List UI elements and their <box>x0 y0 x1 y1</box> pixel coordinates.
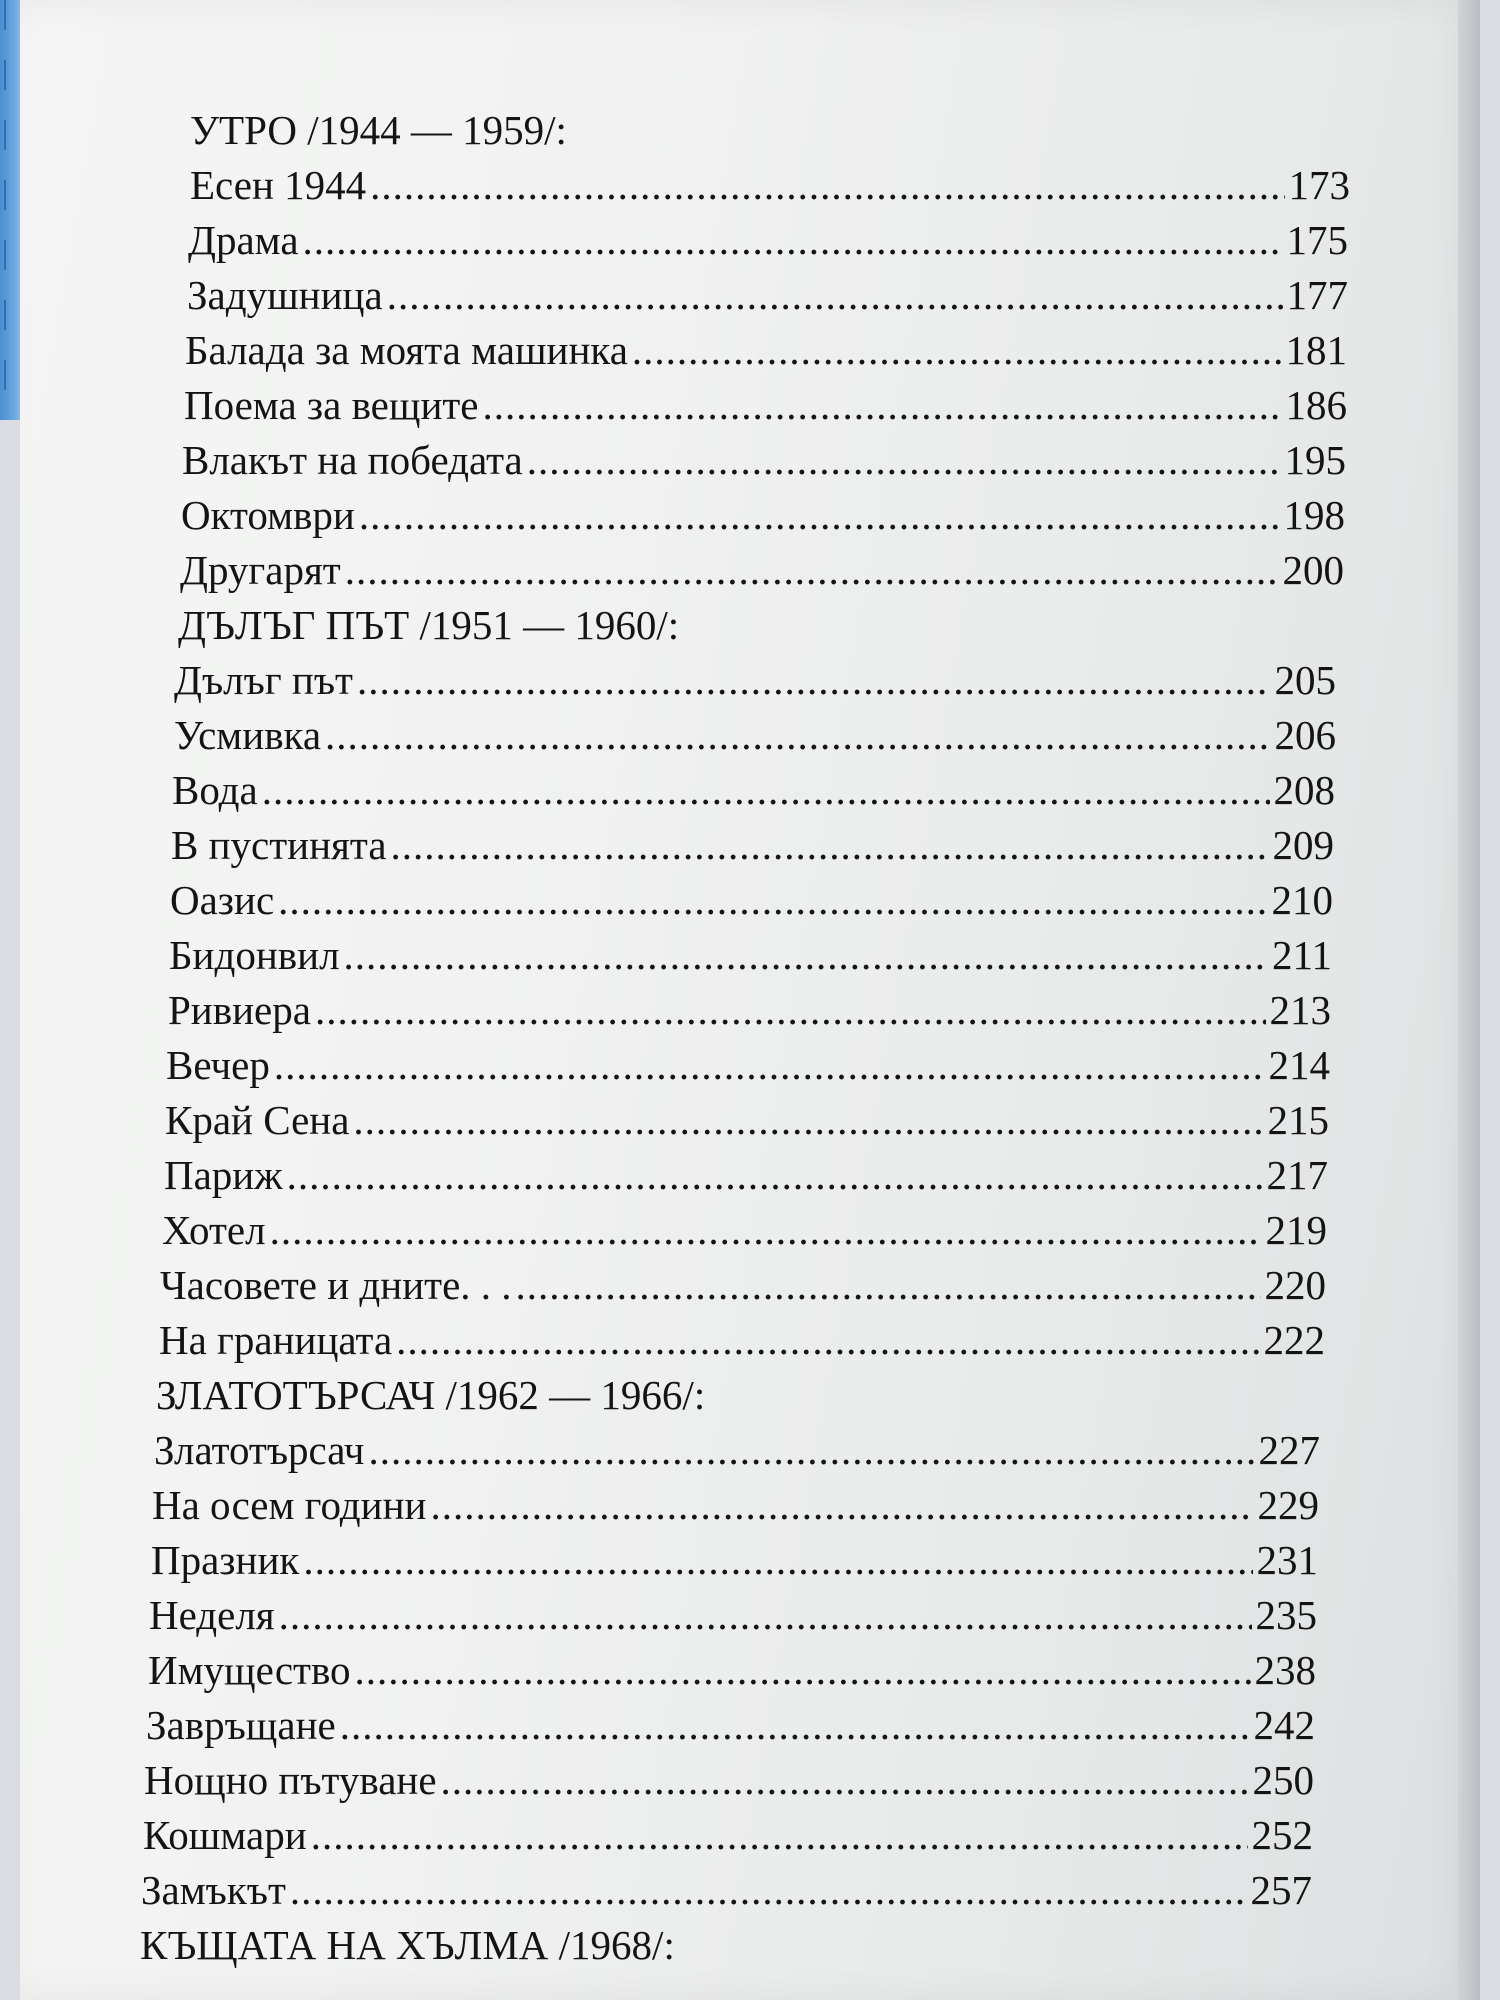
entry-page: 200 <box>1282 547 1344 593</box>
entry-page: 210 <box>1271 877 1333 923</box>
entry-title: Имущество <box>148 1647 351 1693</box>
dot-leader <box>396 1313 1259 1367</box>
toc-entry <box>184 378 1347 432</box>
entry-page: 250 <box>1252 1757 1314 1803</box>
toc-entry <box>162 1203 1327 1257</box>
entry-title: Вечер <box>166 1042 270 1088</box>
section-heading: ЗЛАТОТЪРСАЧ /1962 — 1966/: <box>156 1372 706 1418</box>
entry-page: 195 <box>1284 437 1346 483</box>
entry-title: Париж <box>164 1152 283 1198</box>
entry-page: 217 <box>1266 1152 1328 1198</box>
dot-leader <box>340 1698 1250 1752</box>
dot-leader <box>303 1533 1252 1587</box>
entry-title: Часовете и дните. . . <box>160 1262 512 1308</box>
entry-page: 177 <box>1286 272 1348 318</box>
dot-leader <box>262 763 1270 817</box>
entry-page: 227 <box>1258 1427 1320 1473</box>
entry-title: Балада за моята машинка <box>185 327 628 373</box>
toc-entry <box>143 1808 1313 1862</box>
toc-entry <box>149 1588 1317 1642</box>
entry-page: 242 <box>1253 1702 1315 1748</box>
entry-page: 257 <box>1250 1867 1312 1913</box>
toc-entry <box>146 1698 1315 1752</box>
entry-title: На границата <box>159 1317 393 1363</box>
section-heading: УТРО /1944 — 1959/: <box>190 107 567 153</box>
toc-entry <box>151 1533 1318 1587</box>
toc-entry <box>165 1093 1329 1147</box>
entry-title: Есен 1944 <box>190 162 367 208</box>
entry-title: Ривиера <box>168 987 311 1033</box>
entry-title: Оазис <box>170 877 275 923</box>
entry-title: Нощно пътуване <box>144 1757 437 1803</box>
dot-leader <box>270 1203 1262 1257</box>
entry-page: 209 <box>1272 822 1334 868</box>
entry-title: Драма <box>188 217 299 263</box>
dot-leader <box>370 158 1284 212</box>
section-heading: ДЪЛЪГ ПЪТ /1951 — 1960/: <box>178 602 680 648</box>
entry-title: Другарят <box>180 547 341 593</box>
dot-leader <box>274 1038 1265 1092</box>
entry-page: 231 <box>1256 1537 1318 1583</box>
entry-page: 173 <box>1288 162 1350 208</box>
dot-leader <box>357 653 1271 707</box>
entry-title: Задушница <box>187 272 383 318</box>
entry-page: 235 <box>1255 1592 1317 1638</box>
entry-page: 205 <box>1274 657 1336 703</box>
toc-entry <box>182 433 1346 487</box>
entry-page: 238 <box>1254 1647 1316 1693</box>
dot-leader <box>368 1423 1254 1477</box>
dot-leader <box>290 1863 1247 1917</box>
dot-leader <box>355 1643 1251 1697</box>
dot-leader <box>279 1588 1252 1642</box>
section-heading: КЪЩАТА НА ХЪЛМА /1968/: <box>140 1922 675 1968</box>
entry-title: В пустинята <box>171 822 387 868</box>
dot-leader <box>303 213 1283 267</box>
toc-entry <box>170 873 1333 927</box>
dot-leader <box>325 708 1270 762</box>
toc-entry <box>185 323 1347 377</box>
entry-page: 206 <box>1274 712 1336 758</box>
dot-leader <box>287 1148 1263 1202</box>
entry-title: Кошмари <box>143 1812 307 1858</box>
toc-entry <box>180 543 1344 597</box>
toc-entry <box>168 983 1331 1037</box>
entry-page: 252 <box>1251 1812 1313 1858</box>
entry-title: Завръщане <box>146 1702 336 1748</box>
toc-entry <box>169 928 1332 982</box>
dot-leader <box>359 488 1280 542</box>
dot-leader <box>632 323 1282 377</box>
toc-entry <box>160 1258 1326 1312</box>
entry-title: Вода <box>172 767 258 813</box>
toc-entry <box>174 708 1336 762</box>
entry-page: 214 <box>1268 1042 1330 1088</box>
entry-title: Влакът на победата <box>182 437 523 483</box>
entry-page: 208 <box>1273 767 1335 813</box>
toc-entry <box>159 1313 1325 1367</box>
dot-leader <box>311 1808 1248 1862</box>
dot-leader <box>278 873 1267 927</box>
toc-entry <box>154 1423 1320 1477</box>
dot-leader <box>527 433 1281 487</box>
entry-title: Хотел <box>162 1207 266 1253</box>
dot-leader <box>353 1093 1263 1147</box>
entry-page: 198 <box>1283 492 1345 538</box>
toc-entry <box>152 1478 1319 1532</box>
entry-title: Поема за вещите <box>184 382 479 428</box>
toc-entry <box>144 1753 1314 1807</box>
dot-leader <box>387 268 1283 322</box>
entry-page: 175 <box>1286 217 1348 263</box>
dot-leader <box>344 928 1268 982</box>
entry-title: На осем години <box>152 1482 427 1528</box>
entry-title: Бидонвил <box>169 932 340 978</box>
toc-entry <box>187 268 1348 322</box>
entry-page: 215 <box>1267 1097 1329 1143</box>
entry-page: 219 <box>1265 1207 1327 1253</box>
entry-title: Празник <box>151 1537 300 1583</box>
entry-title: Край Сена <box>165 1097 350 1143</box>
dot-leader <box>441 1753 1249 1807</box>
entry-page: 222 <box>1263 1317 1325 1363</box>
dot-leader <box>391 818 1269 872</box>
toc-entry <box>171 818 1334 872</box>
entry-title: Неделя <box>149 1592 275 1638</box>
toc-entry <box>172 763 1335 817</box>
toc-entry <box>148 1643 1316 1697</box>
toc-entry <box>190 158 1350 212</box>
toc-entry <box>166 1038 1330 1092</box>
toc-entry <box>188 213 1348 267</box>
toc-entry <box>164 1148 1328 1202</box>
entry-title: Октомври <box>181 492 355 538</box>
entry-title: Дълъг път <box>174 657 353 703</box>
entry-title: Замъкът <box>141 1867 286 1913</box>
entry-page: 229 <box>1257 1482 1319 1528</box>
dot-leader <box>345 543 1279 597</box>
dot-leader <box>315 983 1266 1037</box>
toc-entry <box>141 1863 1312 1917</box>
dot-leader <box>430 1478 1253 1532</box>
toc-entry <box>174 653 1336 707</box>
entry-title: Златотърсач <box>154 1427 365 1473</box>
entry-page: 211 <box>1272 932 1332 978</box>
entry-page: 220 <box>1264 1262 1326 1308</box>
dot-leader <box>483 378 1282 432</box>
entry-page: 181 <box>1285 327 1347 373</box>
toc-entry <box>181 488 1345 542</box>
entry-page: 213 <box>1269 987 1331 1033</box>
entry-title: Усмивка <box>174 712 322 758</box>
entry-page: 186 <box>1285 382 1347 428</box>
dot-leader <box>516 1258 1261 1312</box>
